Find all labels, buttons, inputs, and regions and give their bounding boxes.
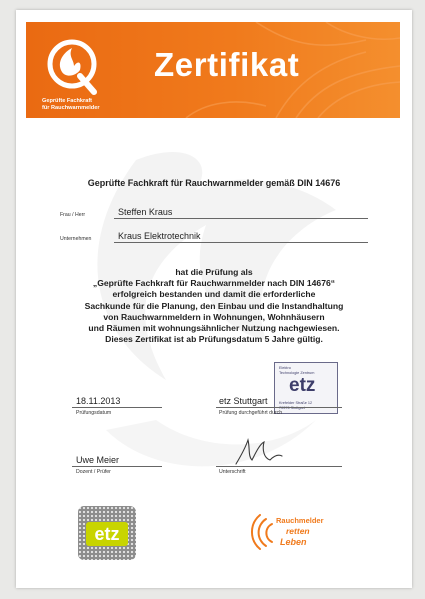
etz-logo-inner [86,522,128,546]
smoke-signal-arcs-icon [248,514,278,550]
statement-line: erfolgreich bestanden und damit die erforderliche [112,289,316,300]
stamp-etz-logo: etz [289,375,316,396]
logo-caption [42,98,152,111]
stamp-line: Technologie Zentrum [279,371,315,375]
rauchmelder-retten-leben-logo [248,510,336,554]
leben-text: Leben [280,537,307,547]
etz-logo-text: etz [94,524,120,544]
statement-line: hat die Prüfung als [175,267,253,277]
name-value: Steffen Kraus [118,207,173,217]
signature-underline [216,466,342,467]
certificate-title: Zertifikat [154,46,300,83]
exam-place-underline [216,407,342,408]
exam-place-value: etz Stuttgart [219,396,268,406]
logo-caption-line: Geprüfte Fachkraft [42,98,93,104]
lecturer-label: Dozent / Prüfer [76,469,111,475]
company-value: Kraus Elektrotechnik [118,231,201,241]
certificate-statement [16,267,412,345]
lecturer-underline [72,466,162,467]
statement-line: von Rauchwarnmeldern in Wohnungen, Wohnhäusern [103,311,325,322]
exam-date-value: 18.11.2013 [76,396,121,406]
statement-line: Dieses Zertifikat ist ab Prüfungsdatum 5 Jahre gültig. [105,334,323,345]
statement-line: „Geprüfte Fachkraft für Rauchwarnmelder nach DIN 14676“ [92,278,336,289]
certificate-heading: Geprüfte Fachkraft für Rauchwarnmelder gemäß DIN 14676 [87,178,341,188]
stamp-line: Krefelder Straße 12 [279,401,313,405]
statement-line: und Räumen mit wohnungsähnlicher Nutzung nachgewiesen. [88,323,340,334]
name-label: Frau / Herr [60,212,86,218]
stamp-line: 70376 Stuttgart [279,406,305,410]
lecturer-value: Uwe Meier [76,455,120,465]
header-banner [26,22,400,118]
rauchmelder-text: Rauchmelder [276,516,324,525]
logo-caption-line: für Rauchwarnmelder [42,104,100,111]
retten-text: retten [286,526,310,536]
company-underline [114,242,368,243]
certificate-page [16,10,412,588]
exam-date-label: Prüfungsdatum [76,410,112,416]
etz-logo [78,506,136,560]
company-label: Unternehmen [60,236,92,242]
statement-line: Sachkunde für die Planung, den Einbau und die Instandhaltung [84,300,344,311]
signature-label: Unterschrift [219,469,246,475]
stamp-line: Elektro [279,366,291,370]
handwritten-signature [232,436,292,468]
exam-place-label: Prüfung durchgeführt durch [219,410,283,416]
exam-date-underline [72,407,162,408]
name-underline [114,218,368,219]
q-flame-icon [44,36,102,96]
